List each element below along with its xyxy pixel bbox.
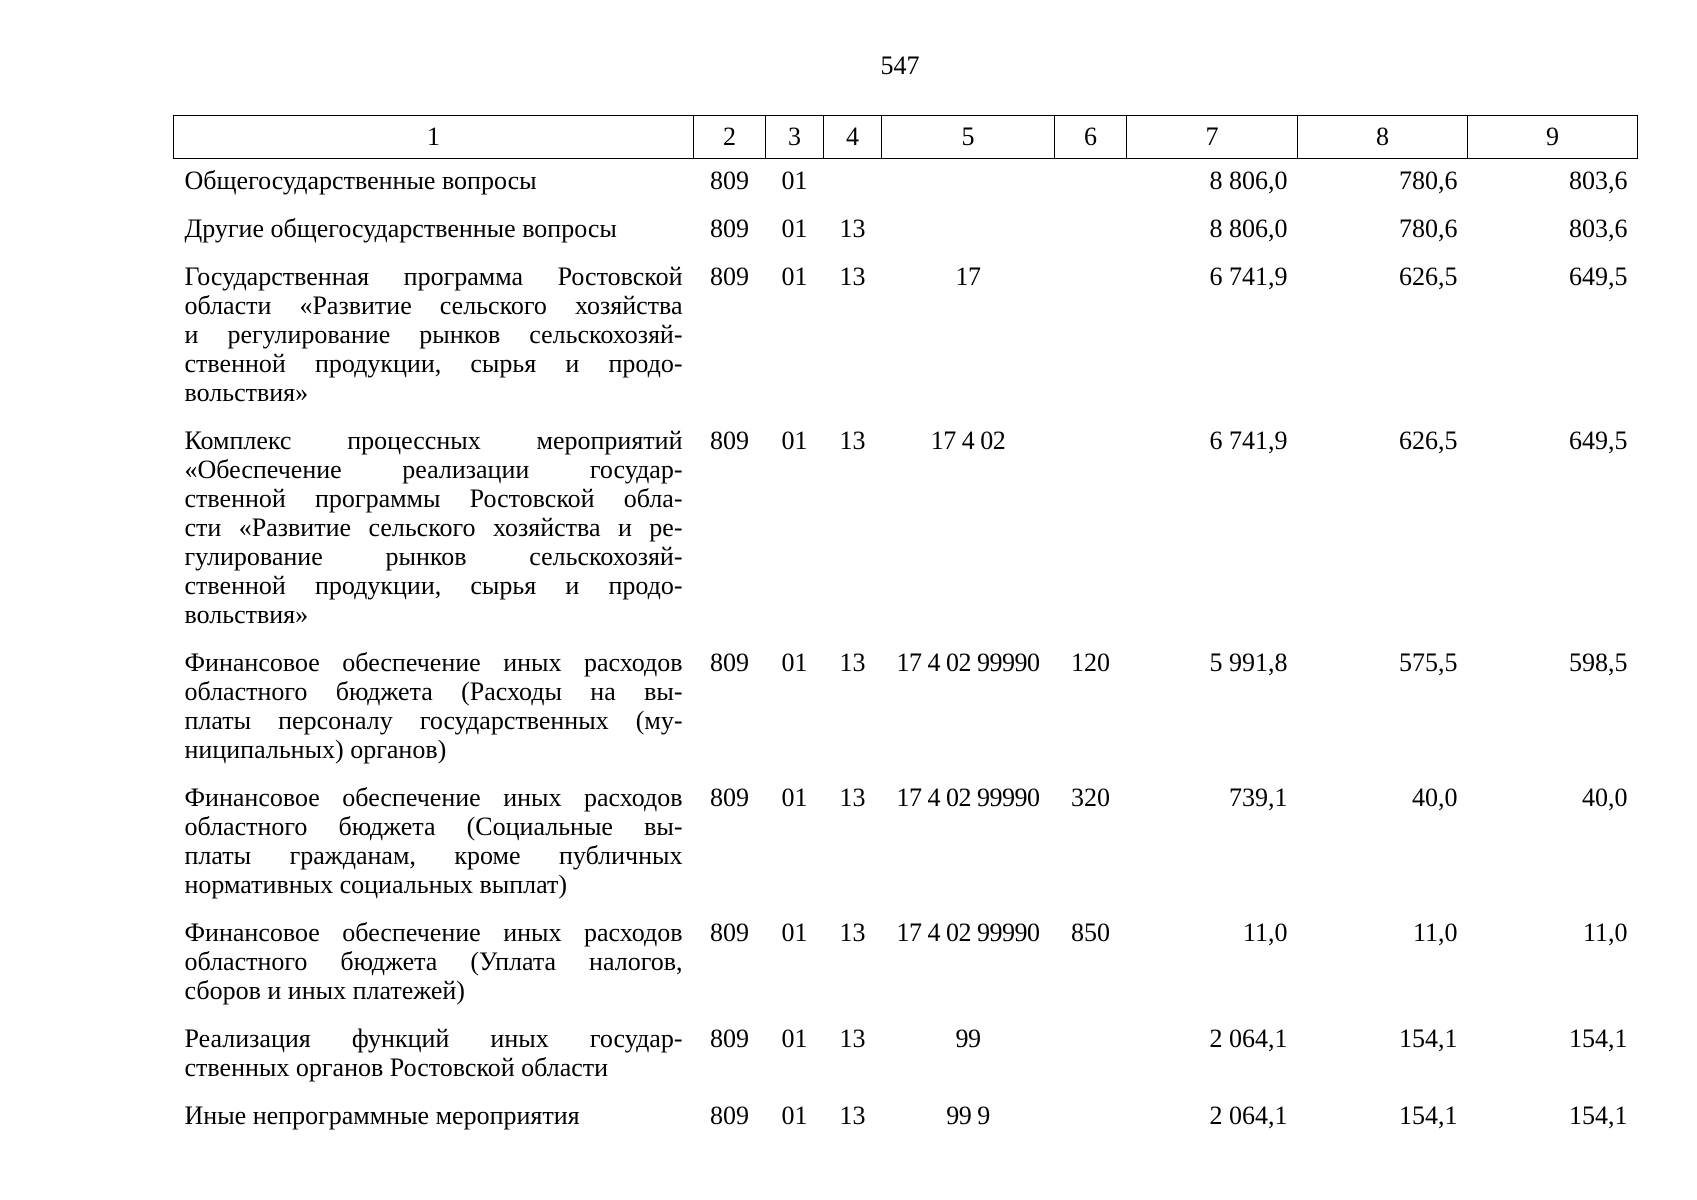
subsection-code-cell: 13: [839, 426, 866, 455]
row-name-line: гулирование рынков сельскохозяй-: [184, 542, 683, 571]
target-article-cell: 17 4 02 99990: [896, 918, 1040, 947]
row-name-cell: [174, 1017, 694, 1094]
column-header-7: 7: [1127, 116, 1298, 159]
row-name-line: платы гражданам, кроме публичных: [184, 841, 683, 870]
row-name-line: ниципальных) органов): [184, 735, 447, 764]
row-name-line: Финансовое обеспечение иных расходов: [184, 783, 683, 812]
amount-col8-cell: 626,5: [1399, 262, 1458, 291]
table-row: [174, 776, 1638, 911]
row-name-line: платы персоналу государственных (му-: [184, 706, 683, 735]
subsection-code-cell: [824, 159, 882, 208]
row-name-line: областного бюджета (Расходы на вы-: [184, 677, 683, 706]
amount-col8-cell: 780,6: [1399, 214, 1458, 243]
section-code-cell: 01: [781, 648, 808, 677]
target-article-cell: 17: [955, 262, 981, 291]
section-code-cell: 01: [781, 1024, 808, 1053]
target-article-cell: [882, 159, 1055, 208]
budget-table: [173, 115, 1638, 1142]
admin-code-cell: 809: [710, 648, 749, 677]
column-header-6: 6: [1055, 116, 1127, 159]
expense-type-cell: [1055, 419, 1127, 641]
row-name-line: областного бюджета (Социальные вы-: [184, 812, 683, 841]
amount-col9-cell: 649,5: [1569, 426, 1628, 455]
row-name-line: области «Развитие сельского хозяйства: [184, 291, 683, 320]
section-code-cell: 01: [781, 214, 808, 243]
amount-col7-cell: 8 806,0: [1209, 166, 1288, 195]
section-code-cell: 01: [781, 783, 808, 812]
admin-code-cell: 809: [710, 1024, 749, 1053]
amount-col8-cell: 154,1: [1399, 1101, 1458, 1130]
table-row: [174, 641, 1638, 776]
row-name-line: ственной продукции, сырья и продо-: [184, 571, 683, 600]
amount-col8-cell: 780,6: [1399, 166, 1458, 195]
row-name-cell: [174, 419, 694, 641]
amount-col9-cell: 40,0: [1582, 783, 1628, 812]
target-article-cell: 17 4 02 99990: [896, 648, 1040, 677]
amount-col8-cell: 626,5: [1399, 426, 1458, 455]
subsection-code-cell: 13: [839, 262, 866, 291]
amount-col9-cell: 154,1: [1569, 1101, 1628, 1130]
row-name-cell: [174, 911, 694, 1017]
subsection-code-cell: 13: [839, 1101, 866, 1130]
row-name-line: ственной программы Ростовской обла-: [184, 484, 683, 513]
row-name-line: сборов и иных платежей): [184, 976, 465, 1005]
table-row: [174, 159, 1638, 208]
admin-code-cell: 809: [710, 262, 749, 291]
section-code-cell: 01: [781, 426, 808, 455]
row-name-cell: [174, 207, 694, 255]
admin-code-cell: 809: [710, 166, 749, 195]
amount-col7-cell: 739,1: [1229, 783, 1288, 812]
admin-code-cell: 809: [710, 214, 749, 243]
row-name-line: сти «Развитие сельского хозяйства и ре-: [184, 513, 683, 542]
expense-type-cell: [1055, 255, 1127, 419]
row-name-line: Иные непрограммные мероприятия: [184, 1101, 580, 1130]
expense-type-cell: [1055, 159, 1127, 208]
table-row: [174, 911, 1638, 1017]
admin-code-cell: 809: [710, 783, 749, 812]
amount-col7-cell: 6 741,9: [1209, 426, 1288, 455]
row-name-line: Финансовое обеспечение иных расходов: [184, 648, 683, 677]
row-name-line: Общегосударственные вопросы: [184, 166, 537, 195]
row-name-cell: [174, 1094, 694, 1142]
row-name-line: «Обеспечение реализации государ-: [184, 455, 683, 484]
page-number: 547: [880, 51, 920, 80]
row-name-line: нормативных социальных выплат): [184, 870, 567, 899]
subsection-code-cell: 13: [839, 648, 866, 677]
section-code-cell: 01: [781, 262, 808, 291]
amount-col9-cell: 803,6: [1569, 166, 1628, 195]
amount-col9-cell: 803,6: [1569, 214, 1628, 243]
row-name-line: Другие общегосударственные вопросы: [184, 214, 617, 243]
row-name-line: ственных органов Ростовской области: [184, 1053, 609, 1082]
admin-code-cell: 809: [710, 918, 749, 947]
column-header-4: 4: [824, 116, 882, 159]
column-header-3: 3: [766, 116, 824, 159]
amount-col7-cell: 8 806,0: [1209, 214, 1288, 243]
admin-code-cell: 809: [710, 1101, 749, 1130]
target-article-cell: 99 9: [946, 1101, 990, 1130]
table-row: [174, 1094, 1638, 1142]
amount-col8-cell: 40,0: [1412, 783, 1458, 812]
column-header-1: 1: [174, 116, 694, 159]
table-row: [174, 207, 1638, 255]
expense-type-cell: 850: [1071, 918, 1110, 947]
section-code-cell: 01: [781, 166, 808, 195]
table-body: [174, 159, 1638, 1143]
amount-col8-cell: 575,5: [1399, 648, 1458, 677]
section-code-cell: 01: [781, 1101, 808, 1130]
admin-code-cell: 809: [710, 426, 749, 455]
expense-type-cell: [1055, 207, 1127, 255]
row-name-cell: [174, 776, 694, 911]
column-header-8: 8: [1298, 116, 1468, 159]
row-name-line: Государственная программа Ростовской: [184, 262, 683, 291]
section-code-cell: 01: [781, 918, 808, 947]
expense-type-cell: 120: [1071, 648, 1110, 677]
row-name-line: ственной продукции, сырья и продо-: [184, 349, 683, 378]
target-article-cell: 99: [955, 1024, 981, 1053]
table-row: [174, 419, 1638, 641]
table-header: [174, 116, 1638, 159]
row-name-cell: [174, 159, 694, 208]
target-article-cell: [882, 207, 1055, 255]
row-name-cell: [174, 641, 694, 776]
row-name-line: Финансовое обеспечение иных расходов: [184, 918, 683, 947]
target-article-cell: 17 4 02: [930, 426, 1006, 455]
subsection-code-cell: 13: [839, 1024, 866, 1053]
amount-col7-cell: 6 741,9: [1209, 262, 1288, 291]
row-name-line: Реализация функций иных государ-: [184, 1024, 683, 1053]
amount-col7-cell: 11,0: [1242, 918, 1288, 947]
column-header-5: 5: [882, 116, 1055, 159]
row-name-line: вольствия»: [184, 600, 309, 629]
expense-type-cell: 320: [1071, 783, 1110, 812]
amount-col7-cell: 5 991,8: [1209, 648, 1288, 677]
table-row: [174, 255, 1638, 419]
subsection-code-cell: 13: [839, 783, 866, 812]
row-name-line: Комплекс процессных мероприятий: [184, 426, 683, 455]
table-row: [174, 1017, 1638, 1094]
amount-col9-cell: 154,1: [1569, 1024, 1628, 1053]
target-article-cell: 17 4 02 99990: [896, 783, 1040, 812]
amount-col7-cell: 2 064,1: [1209, 1101, 1288, 1130]
amount-col7-cell: 2 064,1: [1209, 1024, 1288, 1053]
subsection-code-cell: 13: [839, 918, 866, 947]
row-name-line: вольствия»: [184, 378, 309, 407]
amount-col8-cell: 11,0: [1412, 918, 1458, 947]
column-header-9: 9: [1468, 116, 1638, 159]
amount-col9-cell: 598,5: [1569, 648, 1628, 677]
amount-col9-cell: 11,0: [1582, 918, 1628, 947]
subsection-code-cell: 13: [839, 214, 866, 243]
expense-type-cell: [1055, 1094, 1127, 1142]
row-name-line: и регулирование рынков сельскохозяй-: [184, 320, 683, 349]
row-name-line: областного бюджета (Уплата налогов,: [184, 947, 683, 976]
expense-type-cell: [1055, 1017, 1127, 1094]
header-row: [174, 116, 1638, 159]
amount-col8-cell: 154,1: [1399, 1024, 1458, 1053]
amount-col9-cell: 649,5: [1569, 262, 1628, 291]
row-name-cell: [174, 255, 694, 419]
column-header-2: 2: [694, 116, 766, 159]
